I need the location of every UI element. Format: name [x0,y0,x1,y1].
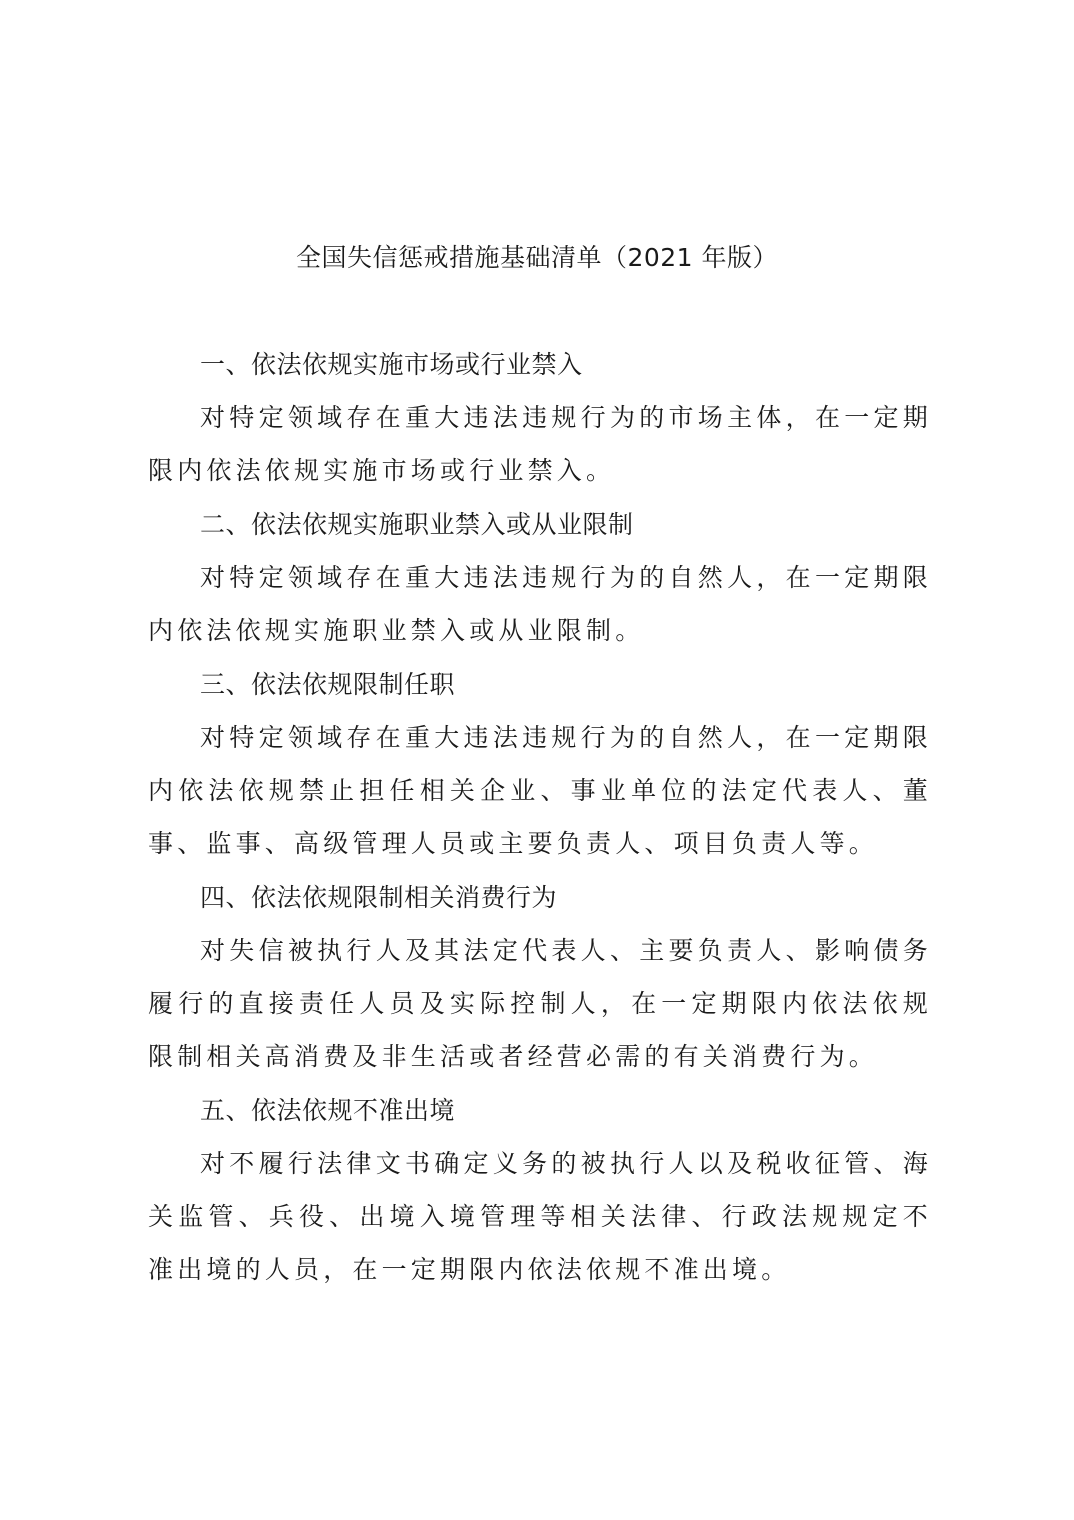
section-1 [148,338,932,497]
section-2 [148,498,932,657]
section-paragraph: 对特定领域存在重大违法违规行为的市场主体，在一定期限内依法依规实施市场或行业禁入。 [148,403,932,485]
section-paragraph: 对特定领域存在重大违法违规行为的自然人，在一定期限内依法依规实施职业禁入或从业限制。 [148,563,932,645]
section-paragraph: 对不履行法律文书确定义务的被执行人以及税收征管、海关监管、兵役、出境入境管理等相关法律、行政法规规定不准出境的人员，在一定期限内依法依规不准出境。 [148,1149,932,1284]
section-5 [148,1084,932,1296]
document-title: 全国失信惩戒措施基础清单（2021 年版） [295,243,779,272]
section-heading: 三、依法依规限制任职 [200,670,456,699]
section-heading: 四、依法依规限制相关消费行为 [200,883,558,912]
section-paragraph: 对特定领域存在重大违法违规行为的自然人，在一定期限内依法依规禁止担任相关企业、事业单位的法定代表人、董事、监事、高级管理人员或主要负责人、项目负责人等。 [148,723,932,858]
section-heading: 二、依法依规实施职业禁入或从业限制 [200,510,634,539]
section-heading: 五、依法依规不准出境 [200,1096,456,1125]
section-paragraph: 对失信被执行人及其法定代表人、主要负责人、影响债务履行的直接责任人员及实际控制人，在一定期限内依法依规限制相关高消费及非生活或者经营必需的有关消费行为。 [148,936,932,1071]
section-4 [148,871,932,1083]
section-heading: 一、依法依规实施市场或行业禁入 [200,350,583,379]
section-3 [148,658,932,870]
document-body [148,338,932,1297]
